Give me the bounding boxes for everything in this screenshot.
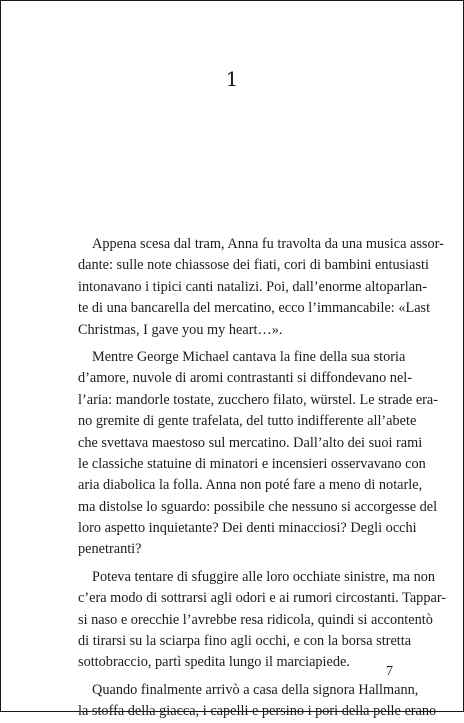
text-line: intonavano i tipici canti natalizi. Poi, dall’enorme altoparlan-	[78, 278, 427, 295]
text-line: Poteva tentare di sfuggire alle loro occhiate sinistre, ma non	[92, 568, 436, 585]
text-line: le classiche statuine di minatori e incensieri osservavano con	[78, 455, 426, 472]
text-line: no gremite di gente trafelata, del tutto indifferente all’abete	[78, 413, 417, 430]
text-line: che svettava maestoso sul mercatino. Dall’alto dei suoi rami	[78, 434, 423, 451]
page-number: 7	[386, 664, 393, 679]
body-text	[78, 234, 447, 723]
text-line: Quando finalmente arrivò a casa della signora Hallmann,	[92, 681, 419, 698]
text-line: te di una bancarella del mercatino, ecco l’immancabile: «Last	[78, 300, 431, 317]
text-line: aria diabolica la folla. Anna non poté fare a meno di notarle,	[78, 477, 423, 494]
paragraph	[78, 347, 439, 561]
text-line: la stoffa della giacca, i capelli e persino i pori della pelle erano	[78, 703, 437, 720]
text-line: d’amore, nuvole di aromi contrastanti si diffondevano nel-	[78, 370, 413, 387]
text-line: Appena scesa dal tram, Anna fu travolta da una musica assor-	[92, 236, 444, 252]
text-line: sottobraccio, partì spedita lungo il marciapiede.	[78, 654, 350, 671]
text-line: di tirarsi su la sciarpa fino agli occhi, e con la borsa stretta	[78, 633, 412, 650]
text-line: penetranti?	[78, 541, 142, 558]
chapter-number: 1	[225, 67, 239, 91]
paragraph	[78, 680, 437, 723]
text-line: l’aria: mandorle tostate, zucchero filato, würstel. Le strade era-	[78, 391, 439, 408]
text-line: Christmas, I gave you my heart…».	[78, 321, 283, 338]
paragraph	[78, 234, 444, 341]
text-line: ma distolse lo sguardo: possibile che nessuno si accorgesse del	[78, 498, 438, 515]
text-line: loro aspetto inquietante? Dei denti minacciosi? Degli occhi	[78, 520, 417, 537]
text-line: c’era modo di sottrarsi agli odori e ai rumori circostanti. Tappar-	[78, 590, 447, 607]
text-line: si naso e orecchie l’avrebbe resa ridicola, quindi si accontentò	[78, 611, 433, 628]
paragraph	[78, 567, 447, 674]
text-line: Mentre George Michael cantava la fine della sua storia	[92, 348, 406, 365]
text-line: dante: sulle note chiassose dei fiati, cori di bambini entusiasti	[78, 257, 429, 274]
